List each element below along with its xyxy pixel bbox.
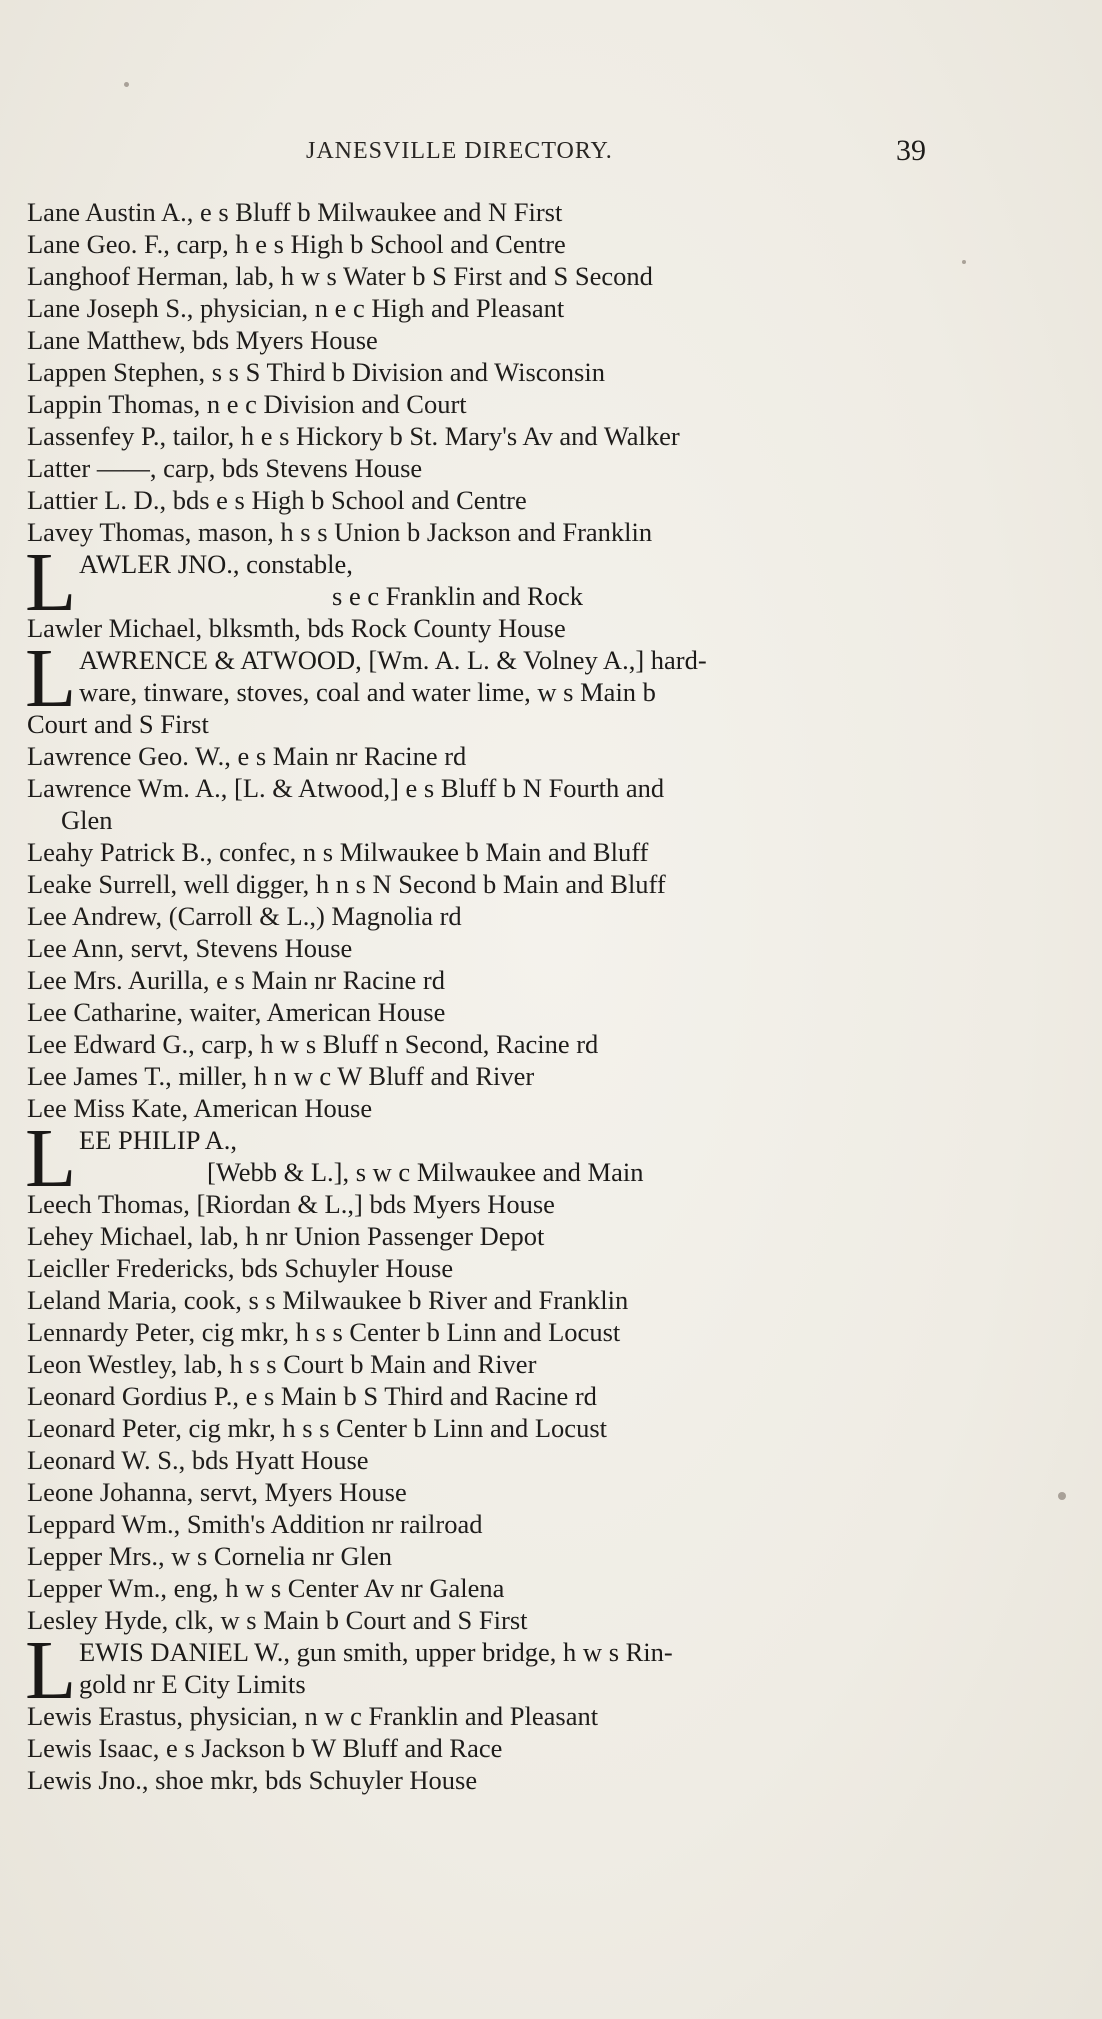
directory-entry: Lehey Michael, lab, h nr Union Passenger Depot xyxy=(27,1221,545,1251)
entry-text: Lee Mrs. Aurilla, e s Main nr Racine rd xyxy=(27,965,445,995)
entry-text: Lee Ann, servt, Stevens House xyxy=(27,933,353,963)
running-title: JANESVILLE DIRECTORY. xyxy=(306,138,613,164)
directory-entry: Lane Austin A., e s Bluff b Milwaukee and N First xyxy=(27,197,563,227)
page-header xyxy=(0,136,1102,176)
drop-cap-initial: L xyxy=(25,536,77,629)
entry-text: Leahy Patrick B., confec, n s Milwaukee b Main and Bluff xyxy=(27,837,649,867)
business-card-lawrence xyxy=(25,632,945,740)
directory-entry: Lepper Wm., eng, h w s Center Av nr Galena xyxy=(27,1573,505,1603)
card-line: ware, tinware, stoves, coal and water lime, w s Main b xyxy=(79,677,656,707)
directory-entry xyxy=(27,1028,945,1060)
directory-entry xyxy=(27,996,945,1028)
directory-entry xyxy=(27,836,945,868)
entry-continuation: Glen xyxy=(61,805,113,835)
directory-entry: Leonard Gordius P., e s Main b S Third and Racine rd xyxy=(27,1381,597,1411)
directory-entry: Lewis Erastus, physician, n w c Franklin and Pleasant xyxy=(27,1701,599,1731)
card-name: EE PHILIP A., xyxy=(79,1125,238,1155)
card-name: AWLER JNO., constable, xyxy=(79,549,353,579)
directory-entry: Lappin Thomas, n e c Division and Court xyxy=(27,389,467,419)
entry-text: Lawrence Wm. A., [L. & Atwood,] e s Bluff b N Fourth and xyxy=(27,773,665,803)
directory-entries xyxy=(27,196,945,1796)
directory-entry: Leech Thomas, [Riordan & L.,] bds Myers House xyxy=(27,1189,555,1219)
card-line: AWRENCE & ATWOOD, [Wm. A. L. & Volney A.,] hard- xyxy=(79,645,707,675)
card-line: Court and S First xyxy=(27,709,209,739)
directory-entry: Latter ——, carp, bds Stevens House xyxy=(27,453,423,483)
directory-entry: Leonard Peter, cig mkr, h s s Center b Linn and Locust xyxy=(27,1413,607,1443)
directory-entry: Lewis Isaac, e s Jackson b W Bluff and Race xyxy=(27,1733,503,1763)
directory-entry: Lewis Jno., shoe mkr, bds Schuyler House xyxy=(27,1765,478,1795)
directory-entry xyxy=(27,1060,945,1092)
directory-entry xyxy=(27,772,945,836)
directory-entry: Leone Johanna, servt, Myers House xyxy=(27,1477,407,1507)
directory-entry: Lane Joseph S., physician, n e c High and Pleasant xyxy=(27,293,565,323)
card-line: gold nr E City Limits xyxy=(79,1669,306,1699)
directory-entry: Lennardy Peter, cig mkr, h s s Center b Linn and Locust xyxy=(27,1317,621,1347)
directory-entry: Lane Geo. F., carp, h e s High b School and Centre xyxy=(27,229,566,259)
directory-entry: Langhoof Herman, lab, h w s Water b S First and S Second xyxy=(27,261,653,291)
directory-entry: Lattier L. D., bds e s High b School and Centre xyxy=(27,485,527,515)
directory-entry: Lepper Mrs., w s Cornelia nr Glen xyxy=(27,1541,393,1571)
entry-text: Lee Edward G., carp, h w s Bluff n Second, Racine rd xyxy=(27,1029,599,1059)
card-address: s e c Franklin and Rock xyxy=(332,581,583,611)
directory-entry: Lappen Stephen, s s S Third b Division and Wisconsin xyxy=(27,357,605,387)
entry-text: Lee Catharine, waiter, American House xyxy=(27,997,446,1027)
directory-entry: Leon Westley, lab, h s s Court b Main and River xyxy=(27,1349,537,1379)
directory-entry xyxy=(27,740,945,772)
drop-cap-initial: L xyxy=(25,1112,77,1205)
entry-text: Lawrence Geo. W., e s Main nr Racine rd xyxy=(27,741,467,771)
directory-entry: Lawler Michael, blksmth, bds Rock County House xyxy=(27,613,566,643)
directory-entry: Leonard W. S., bds Hyatt House xyxy=(27,1445,369,1475)
directory-entry: Lassenfey P., tailor, h e s Hickory b St. Mary's Av and Walker xyxy=(27,421,680,451)
entry-text: Lee Miss Kate, American House xyxy=(27,1093,373,1123)
entry-text: Lee James T., miller, h n w c W Bluff and River xyxy=(27,1061,535,1091)
card-line: EWIS DANIEL W., gun smith, upper bridge, h w s Rin- xyxy=(79,1637,673,1667)
directory-entry xyxy=(27,868,945,900)
page-number: 39 xyxy=(896,134,926,167)
entry-text: Leake Surrell, well digger, h n s N Second b Main and Bluff xyxy=(27,869,666,899)
directory-entry: Lane Matthew, bds Myers House xyxy=(27,325,378,355)
directory-entry xyxy=(27,900,945,932)
directory-entry: Leppard Wm., Smith's Addition nr railroad xyxy=(27,1509,483,1539)
directory-entry xyxy=(27,932,945,964)
directory-entry xyxy=(27,964,945,996)
directory-entry xyxy=(27,1092,945,1124)
paper-speck xyxy=(1058,1492,1066,1500)
directory-entry: Lesley Hyde, clk, w s Main b Court and S First xyxy=(27,1605,528,1635)
entry-text: Lee Andrew, (Carroll & L.,) Magnolia rd xyxy=(27,901,462,931)
directory-entry: Leicller Fredericks, bds Schuyler House xyxy=(27,1253,454,1283)
directory-entry: Leland Maria, cook, s s Milwaukee b River and Franklin xyxy=(27,1285,629,1315)
paper-speck xyxy=(962,260,966,264)
directory-entry: Lavey Thomas, mason, h s s Union b Jackson and Franklin xyxy=(27,517,653,547)
card-address: [Webb & L.], s w c Milwaukee and Main xyxy=(207,1157,644,1187)
drop-cap-initial: L xyxy=(25,1624,77,1717)
drop-cap-initial: L xyxy=(25,632,77,725)
paper-speck xyxy=(124,82,129,87)
